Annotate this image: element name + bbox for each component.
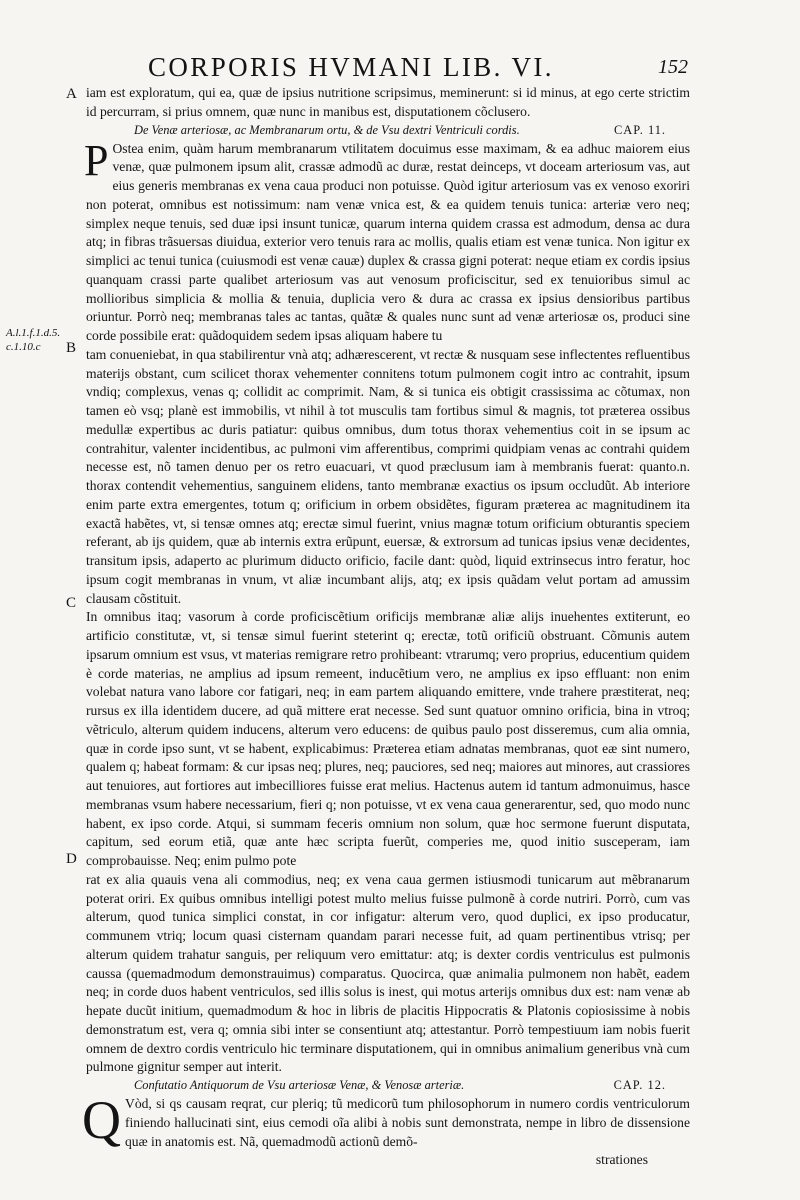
chapter-11-title: De Venæ arteriosæ, ac Membranarum ortu, & de Vsu dextri Ventriculi cordis.	[134, 122, 520, 137]
chapter-12-heading	[86, 1077, 690, 1093]
margin-letter-a: A	[66, 86, 77, 102]
chapter-11-paragraph-4: rat ex alia quauis vena ali commodius, neq; ex vena caua germen istiusmodi tunicarum aut mẽbranarum poterat oriri. Ex quibus omnibus intelligi potest multo melius fuisse pulmonẽ à corde nutriri. Porrò, cum vas alterum, quod tunica simplici constat, in cor infigatur: alterum vero, quod duplici, ex ipso producatur, communem vtriq; locum quasi cisternam quandam parari necesse fuit, ad quam pertinentibus vtrisq; per alterum quidem trahatur sanguis, per reliquum vero emittatur: atq; is dexter cordis ventriculus est pulmonis caussa (quemadmodum demonstrauimus) comparatus. Quocirca, quæ animalia pulmonem non habẽt, eadem neq; in corde duos habent ventriculos, sed illis solus is inest, qui motus arterijs omnibus dux est: nam venæ ab hepate ducũt initium, quemadmodum & hoc in libris de placitis Hippocratis & Platonis copiosissime à nobis demonstratum est, vera q; omnia sibi inter se consentiunt atq; attestantur. Porrò tempestiuum iam nobis fuerit omnem de dextro cordis ventriculo hic terminare disputationem, qui in omnibus animalium generibus vnà cum pulmone gignitur semper aut interit.	[86, 871, 690, 1075]
chapter-12-paragraph-1	[82, 1090, 690, 1151]
opening-paragraph: iam est exploratum, qui ea, quæ de ipsius nutritione scripsimus, meminerunt: si id minus, at ego certe strictim id percurram, si prius omnem, quæ nunc in manibus est, disputationem cõclusero.	[86, 85, 690, 119]
running-title: CORPORIS HVMANI LIB. VI.	[148, 52, 554, 82]
marginal-reference	[6, 326, 76, 354]
chapter-12-text-1: Vòd, si qs causam reqrat, cur pleriq; tũ medicorũ tum philosophorum in numero cordis ventriculorum finiendo hallucinati sint, eius cemodi oĩa alibi à nobis sunt demonstrata, nempe in libro de dissensione quæ in anatomis est. Nã, quemadmodũ actionũ demõ-	[125, 1096, 690, 1149]
chapter-11-paragraph-2: tam conueniebat, in qua stabilirentur vnà atq; adhærescerent, vt rectæ & nusquam sese inflectentes refluentibus materijs obstant, cum scilicet thorax vehementer connitens totum pulmonem cogit intro ac contrahit, ipsum vndiq; complexus, venas q; collidit ac comprimit. Nam, & si tunica eis obtigit crassissima ac cõtumax, non tamen eò vsq; planè est immobilis, vt nihil à tot musculis tam fortibus simul & magnis, tot præterea ossibus medullæ expertibus ac duris patiatur: quibus omnibus, dum totus thorax vehementius coit in se ipsum ac contrahitur, valenter incidentibus, ac pulmoni vim afferentibus, comprimi quidpiam venas ac contrahi quidem necesse est, nõ tamen denuo per os retro euacuari, vt quod præclusum iam à membranis fuerat: quanto.n. thorax contendit vehementius, sanguinem elidens, tanto membranæ exactius os ipsum occludũt. Ab interiore enim parte extra emergentes, totum q; orificium in orbem obsidẽtes, figuram præterea ac magnitudinem ita exactã habẽtes, vt, si tensæ omnes atq; erectæ simul fuerint, vnius magnæ totum orificium obturantis speciem referant, ab ijs quidem, quæ ab internis extra erũpunt, euersæ, & extrorsum ad tunicas ipsius venæ decidentes, transitum ipsis, adaperto ac plurimum diducto orificio, facile dant: quòd, liquid extrinsecus intro feratur, hoc ipsum cogit membranas in vnum, vt aliæ incumbant alijs, atq; ex ipsis quãdam velut portam ad amussim clausam cõstituit.	[86, 346, 690, 606]
margin-letter-d: D	[66, 851, 77, 867]
chapter-11-paragraph-3: In omnibus itaq; vasorum à corde proficiscẽtium orificijs membranæ aliæ alijs inuehentes extiterunt, eo artificio constitutæ, vt, si tensæ simul fuerint steterint q; erectæ, totũ orificiũ obstruant. Cõmunis autem ipsarum omnium est vsus, vt materias remigrare retro prohibeant: vtrarumq; vero proprius, educentium quidem è corde materias, ne amplius ad ipsum remeent, inducẽtium vero, ne amplius ex ipso effluant: non enim volebat natura vano labore cor fatigari, neq; in eam partem aliquando emittere, vnde trahere præstiterat, neq; rursus ex illa identidem ducere, ad quã mittere erat necesse. Sed sunt quatuor omnino orificia, bina in vtroq; vẽtriculo, alterum quidem inducens, alterum vero educens: de quibus paulo post disseremus, cum alia omnia, quæ in corde ipso sunt, vt se habent, explicabimus: Præterea etiam adnatas membranas, quot eæ sint numero, qualem q; habeat formam: & cur ipsas neq; plures, neq; pauciores, sed neq; maiores aut minores, aut crassiores aut tenuiores, aut fortiores aut imbecilliores fuisse erat melius. Hactenus autem id tantum admonuimus, hasce membranas vsum habere necessarium, fieri q; non potuisse, vt ex vena caua generarentur, sed, quo modo nunc habent, ex ipso corde. Atqui, si summam feceris omnium non solum, quæ hoc sermone fuerunt disputata, capitum, sed eorum etiã, quæ ante hæc scripta fuerũt, comperies me, quod initio susceperam, iam comprobauisse. Neq; enim pulmo pote	[86, 609, 690, 868]
chapter-11-heading	[86, 122, 690, 138]
drop-cap-q: Q	[82, 1090, 121, 1150]
chapter-11-text-1: Ostea enim, quàm harum membranarum vtilitatem docuimus esse maximam, & ea adhuc maiorem eius venæ, quæ pulmonem ipsum alit, crassæ admodũ ac duræ, restat deinceps, vt doceam arteriosum vas, aut eius generis membranas ex vena caua produci non potuisse. Quòd igitur arteriosum vas ex venoso exoriri non poterat, omnibus est notissimum: nam venæ vnica est, & ea quidem tenuis tunica: arteriæ vero neq; simplex neque tenuis, sed duæ ipsi insunt tunicæ, quarum interna quidem crassa est admodum, densa ac dura atq; in fibras trãsuersas diuidua, exterior vero tenuis rara ac mollis, qualis etiam est venæ tunica. Non igitur ex simplici ac tenui tunica (cuiusmodi est venæ cauæ) duplex & crassa gigni poterat: neque etiam ex cordis ipsius quanquam crassi parte qualibet arteriosum vas aut venosum proficiscitur, sed ex tenuioribus simul ac mollioribus simplicia & mollia & tenuia, duplicia vero & dura ac crassa ex ipsius densioribus partibus oriuntur. Porrò neq; membranas tales ac tantas, quãtæ & quales nunc sunt ad venæ arteriosæ os, produci sine corde possibile erat: quãdoquidem sedem ipsas aliquam habere tu	[86, 140, 690, 343]
chapter-12-number: CAP. 12.	[613, 1078, 666, 1092]
catchword: strationes	[595, 1152, 648, 1168]
margin-letter-b: B	[66, 340, 77, 356]
page-header	[148, 52, 688, 84]
page-number: 152	[658, 56, 688, 78]
marginal-reference-line-2: c.1.10.c	[6, 341, 41, 353]
chapter-12-title: Confutatio Antiquorum de Vsu arteriosæ Venæ, & Venosæ arteriæ.	[134, 1078, 465, 1092]
drop-cap-p: P	[84, 135, 109, 185]
marginal-reference-line-1: A.l.1.f.1.d.5.	[6, 327, 61, 339]
chapter-11-paragraph-1	[84, 135, 690, 346]
body-text	[82, 84, 690, 1170]
margin-letter-c: C	[66, 595, 77, 611]
chapter-11-number: CAP. 11.	[614, 122, 666, 137]
